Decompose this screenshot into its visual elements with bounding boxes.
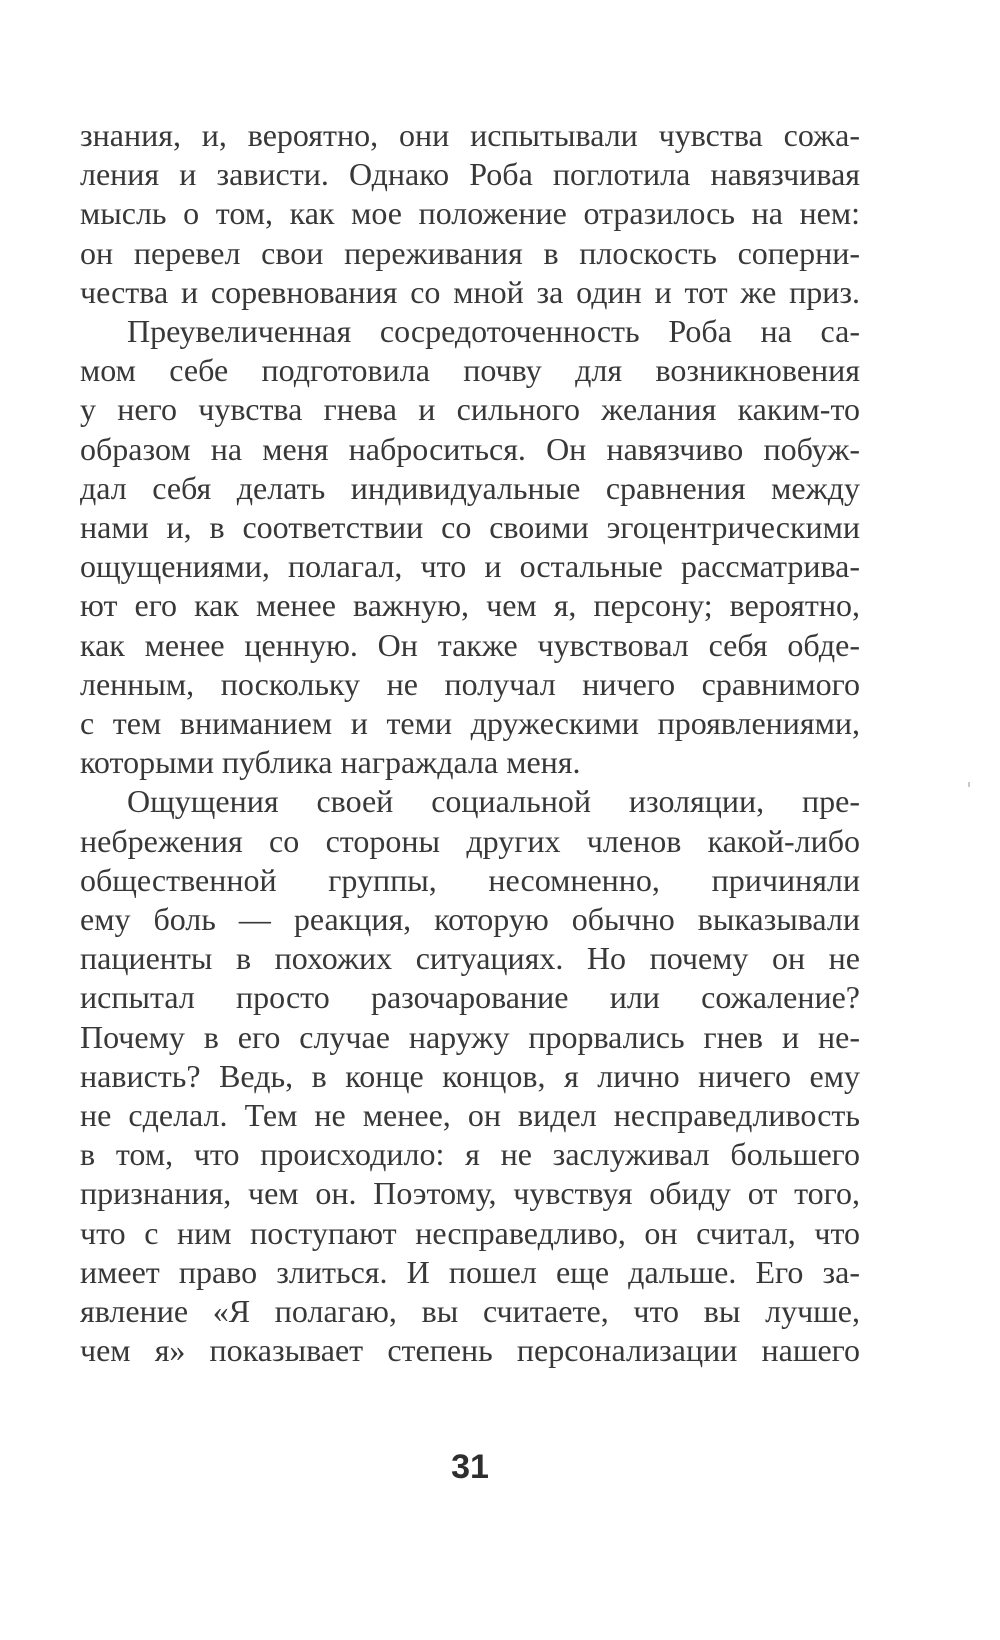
text-line: имеет право злиться. И пошел еще дальше. Его за-	[80, 1253, 860, 1290]
text-line: ления и зависти. Однако Роба поглотила навязчивая	[80, 156, 860, 193]
text-line: ему боль — реакция, которую обычно выказывали	[80, 901, 860, 938]
text-line: он перевел свои переживания в плоскость соперни-	[80, 234, 860, 271]
paragraph-3	[80, 782, 860, 1370]
text-line: которыми публика награждала меня.	[80, 744, 581, 781]
page-body	[80, 116, 860, 1371]
page-number: 31	[451, 1448, 489, 1486]
text-line: ют его как менее важную, чем я, персону; вероятно,	[80, 587, 860, 624]
text-line: общественной группы, несомненно, причиняли	[80, 861, 860, 898]
text-line: чества и соревнования со мной за один и тот же приз.	[80, 273, 860, 310]
text-line: ленным, поскольку не получал ничего сравнимого	[80, 665, 860, 702]
scan-speck	[968, 782, 970, 787]
text-line: нависть? Ведь, в конце концов, я лично ничего ему	[80, 1057, 860, 1094]
text-line: пациенты в похожих ситуациях. Но почему он не	[80, 940, 860, 977]
text-line: ощущениями, полагал, что и остальные рассматрива-	[80, 548, 860, 585]
text-line: дал себя делать индивидуальные сравнения между	[80, 469, 860, 506]
text-line: мысль о том, как мое положение отразилось на нем:	[80, 195, 860, 232]
text-line: признания, чем он. Поэтому, чувствуя обиду от того,	[80, 1175, 860, 1212]
text-line: нами и, в соответствии со своими эгоцентрическими	[80, 509, 860, 546]
text-line: не сделал. Тем не менее, он видел несправедливость	[80, 1097, 860, 1134]
text-line: в том, что происходило: я не заслуживал большего	[80, 1136, 860, 1173]
text-line: с тем вниманием и теми дружескими проявлениями,	[80, 705, 860, 742]
text-line: Почему в его случае наружу прорвались гнев и не-	[80, 1018, 860, 1055]
text-line: у него чувства гнева и сильного желания каким-то	[80, 391, 860, 428]
text-line: Ощущения своей социальной изоляции, пре-	[127, 783, 860, 820]
text-line: чем я» показывает степень персонализации нашего	[80, 1332, 860, 1369]
text-line: знания, и, вероятно, они испытывали чувства сожа-	[80, 117, 860, 153]
text-line: как менее ценную. Он также чувствовал себя обде-	[80, 626, 860, 663]
text-line: что с ним поступают несправедливо, он считал, что	[80, 1214, 860, 1251]
text-line: испытал просто разочарование или сожаление?	[80, 979, 860, 1016]
text-line: небрежения со стороны других членов какой-либо	[80, 822, 860, 859]
text-line: образом на меня наброситься. Он навязчиво побуж-	[80, 430, 860, 467]
text-line: мом себе подготовила почву для возникновения	[80, 352, 860, 389]
text-line: Преувеличенная сосредоточенность Роба на са-	[127, 313, 860, 350]
paragraph-1	[80, 116, 860, 312]
text-line: явление «Я полагаю, вы считаете, что вы лучше,	[80, 1293, 860, 1330]
paragraph-2	[80, 312, 860, 782]
